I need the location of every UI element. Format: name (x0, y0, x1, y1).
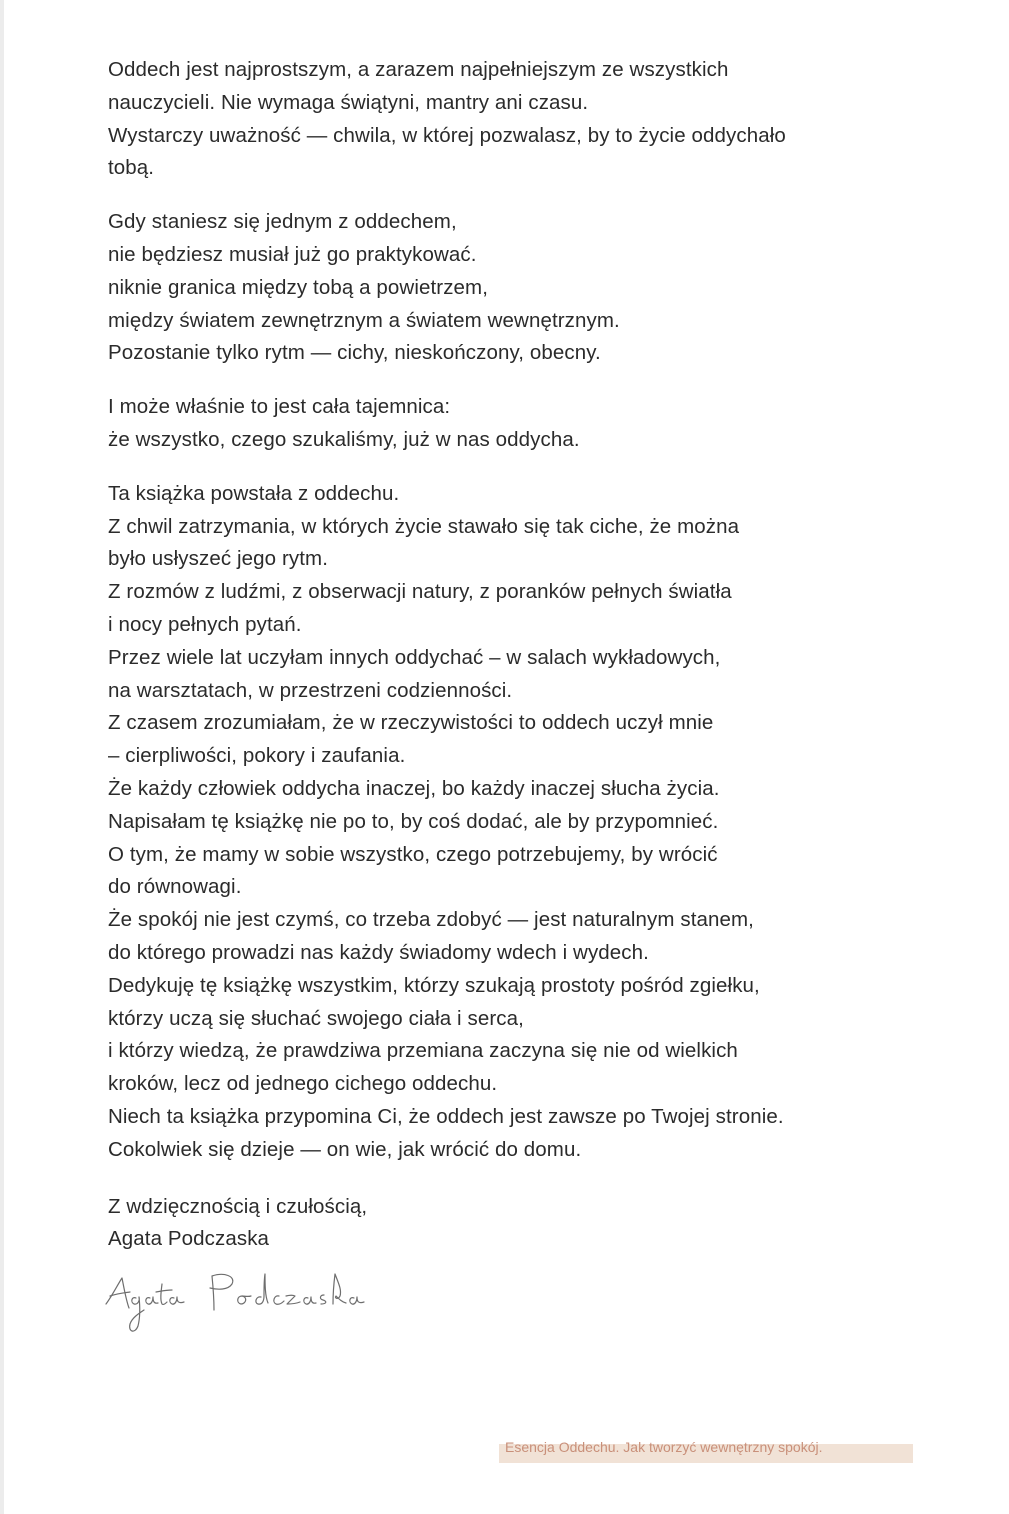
text-line: nie będziesz musiał już go praktykować. (108, 242, 477, 266)
text-line: niknie granica między tobą a powietrzem, (108, 275, 489, 299)
text-line: I może właśnie to jest cała tajemnica: (108, 395, 451, 419)
book-title: Esencja Oddechu. Jak tworzyć wewnętrzny spokój. (505, 1439, 823, 1455)
text-line: Przez wiele lat uczyłam innych oddychać – w salach wykładowych, (108, 645, 721, 669)
text-line: nauczycieli. Nie wymaga świątyni, mantry ani czasu. (108, 90, 589, 114)
text-line: Dedykuję tę książkę wszystkim, którzy szukają prostoty pośród zgiełku, (108, 973, 760, 997)
page-edge (0, 0, 4, 1514)
text-line: Z rozmów z ludźmi, z obserwacji natury, z poranków pełnych światła (108, 580, 732, 604)
text-line: Gdy staniesz się jednym z oddechem, (108, 210, 457, 234)
text-line: Napisałam tę książkę nie po to, by coś dodać, ale by przypomnieć. (108, 809, 719, 833)
text-line: Że każdy człowiek oddycha inaczej, bo każdy inaczej słucha życia. (108, 776, 720, 800)
footer-running-title (499, 1434, 913, 1463)
text-line: – cierpliwości, pokory i zaufania. (108, 744, 406, 768)
text-line: Wystarczy uważność — chwila, w której pozwalasz, by to życie oddychało (108, 123, 786, 147)
text-line: między światem zewnętrznym a światem wewnętrznym. (108, 308, 620, 332)
text-line: kroków, lecz od jednego cichego oddechu. (108, 1072, 498, 1096)
paragraph-1 (108, 54, 908, 185)
paragraph-3 (108, 391, 908, 457)
paragraph-2 (108, 206, 908, 370)
closing-salutation: Z wdzięcznością i czułością, (108, 1194, 368, 1218)
text-line: i nocy pełnych pytań. (108, 612, 302, 636)
text-line: tobą. (108, 156, 155, 180)
text-line: Że spokój nie jest czymś, co trzeba zdobyć — jest naturalnym stanem, (108, 908, 754, 932)
text-line: do którego prowadzi nas każdy świadomy wdech i wydech. (108, 940, 649, 964)
text-line: Ta książka powstała z oddechu. (108, 481, 400, 505)
text-line: na warsztatach, w przestrzeni codzienności. (108, 678, 513, 702)
document-body (108, 54, 908, 1277)
text-line: Cokolwiek się dzieje — on wie, jak wrócić do domu. (108, 1137, 582, 1161)
author-name: Agata Podczaska (108, 1227, 270, 1251)
paragraph-4 (108, 478, 908, 1167)
text-line: Niech ta książka przypomina Ci, że oddech jest zawsze po Twojej stronie. (108, 1104, 784, 1128)
text-line: Pozostanie tylko rytm — cichy, nieskończony, obecny. (108, 341, 601, 365)
text-line: którzy uczą się słuchać swojego ciała i serca, (108, 1006, 524, 1030)
text-line: i którzy wiedzą, że prawdziwa przemiana zaczyna się nie od wielkich (108, 1039, 738, 1063)
text-line: było usłyszeć jego rytm. (108, 547, 329, 571)
text-line: do równowagi. (108, 875, 242, 899)
handwritten-signature (102, 1268, 382, 1348)
closing-block (108, 1191, 908, 1257)
text-line: Z chwil zatrzymania, w których życie stawało się tak ciche, że można (108, 514, 740, 538)
text-line: O tym, że mamy w sobie wszystko, czego potrzebujemy, by wrócić (108, 842, 718, 866)
text-line: Oddech jest najprostszym, a zarazem najpełniejszym ze wszystkich (108, 58, 729, 81)
text-line: że wszystko, czego szukaliśmy, już w nas oddycha. (108, 427, 580, 451)
text-line: Z czasem zrozumiałam, że w rzeczywistości to oddech uczył mnie (108, 711, 714, 735)
